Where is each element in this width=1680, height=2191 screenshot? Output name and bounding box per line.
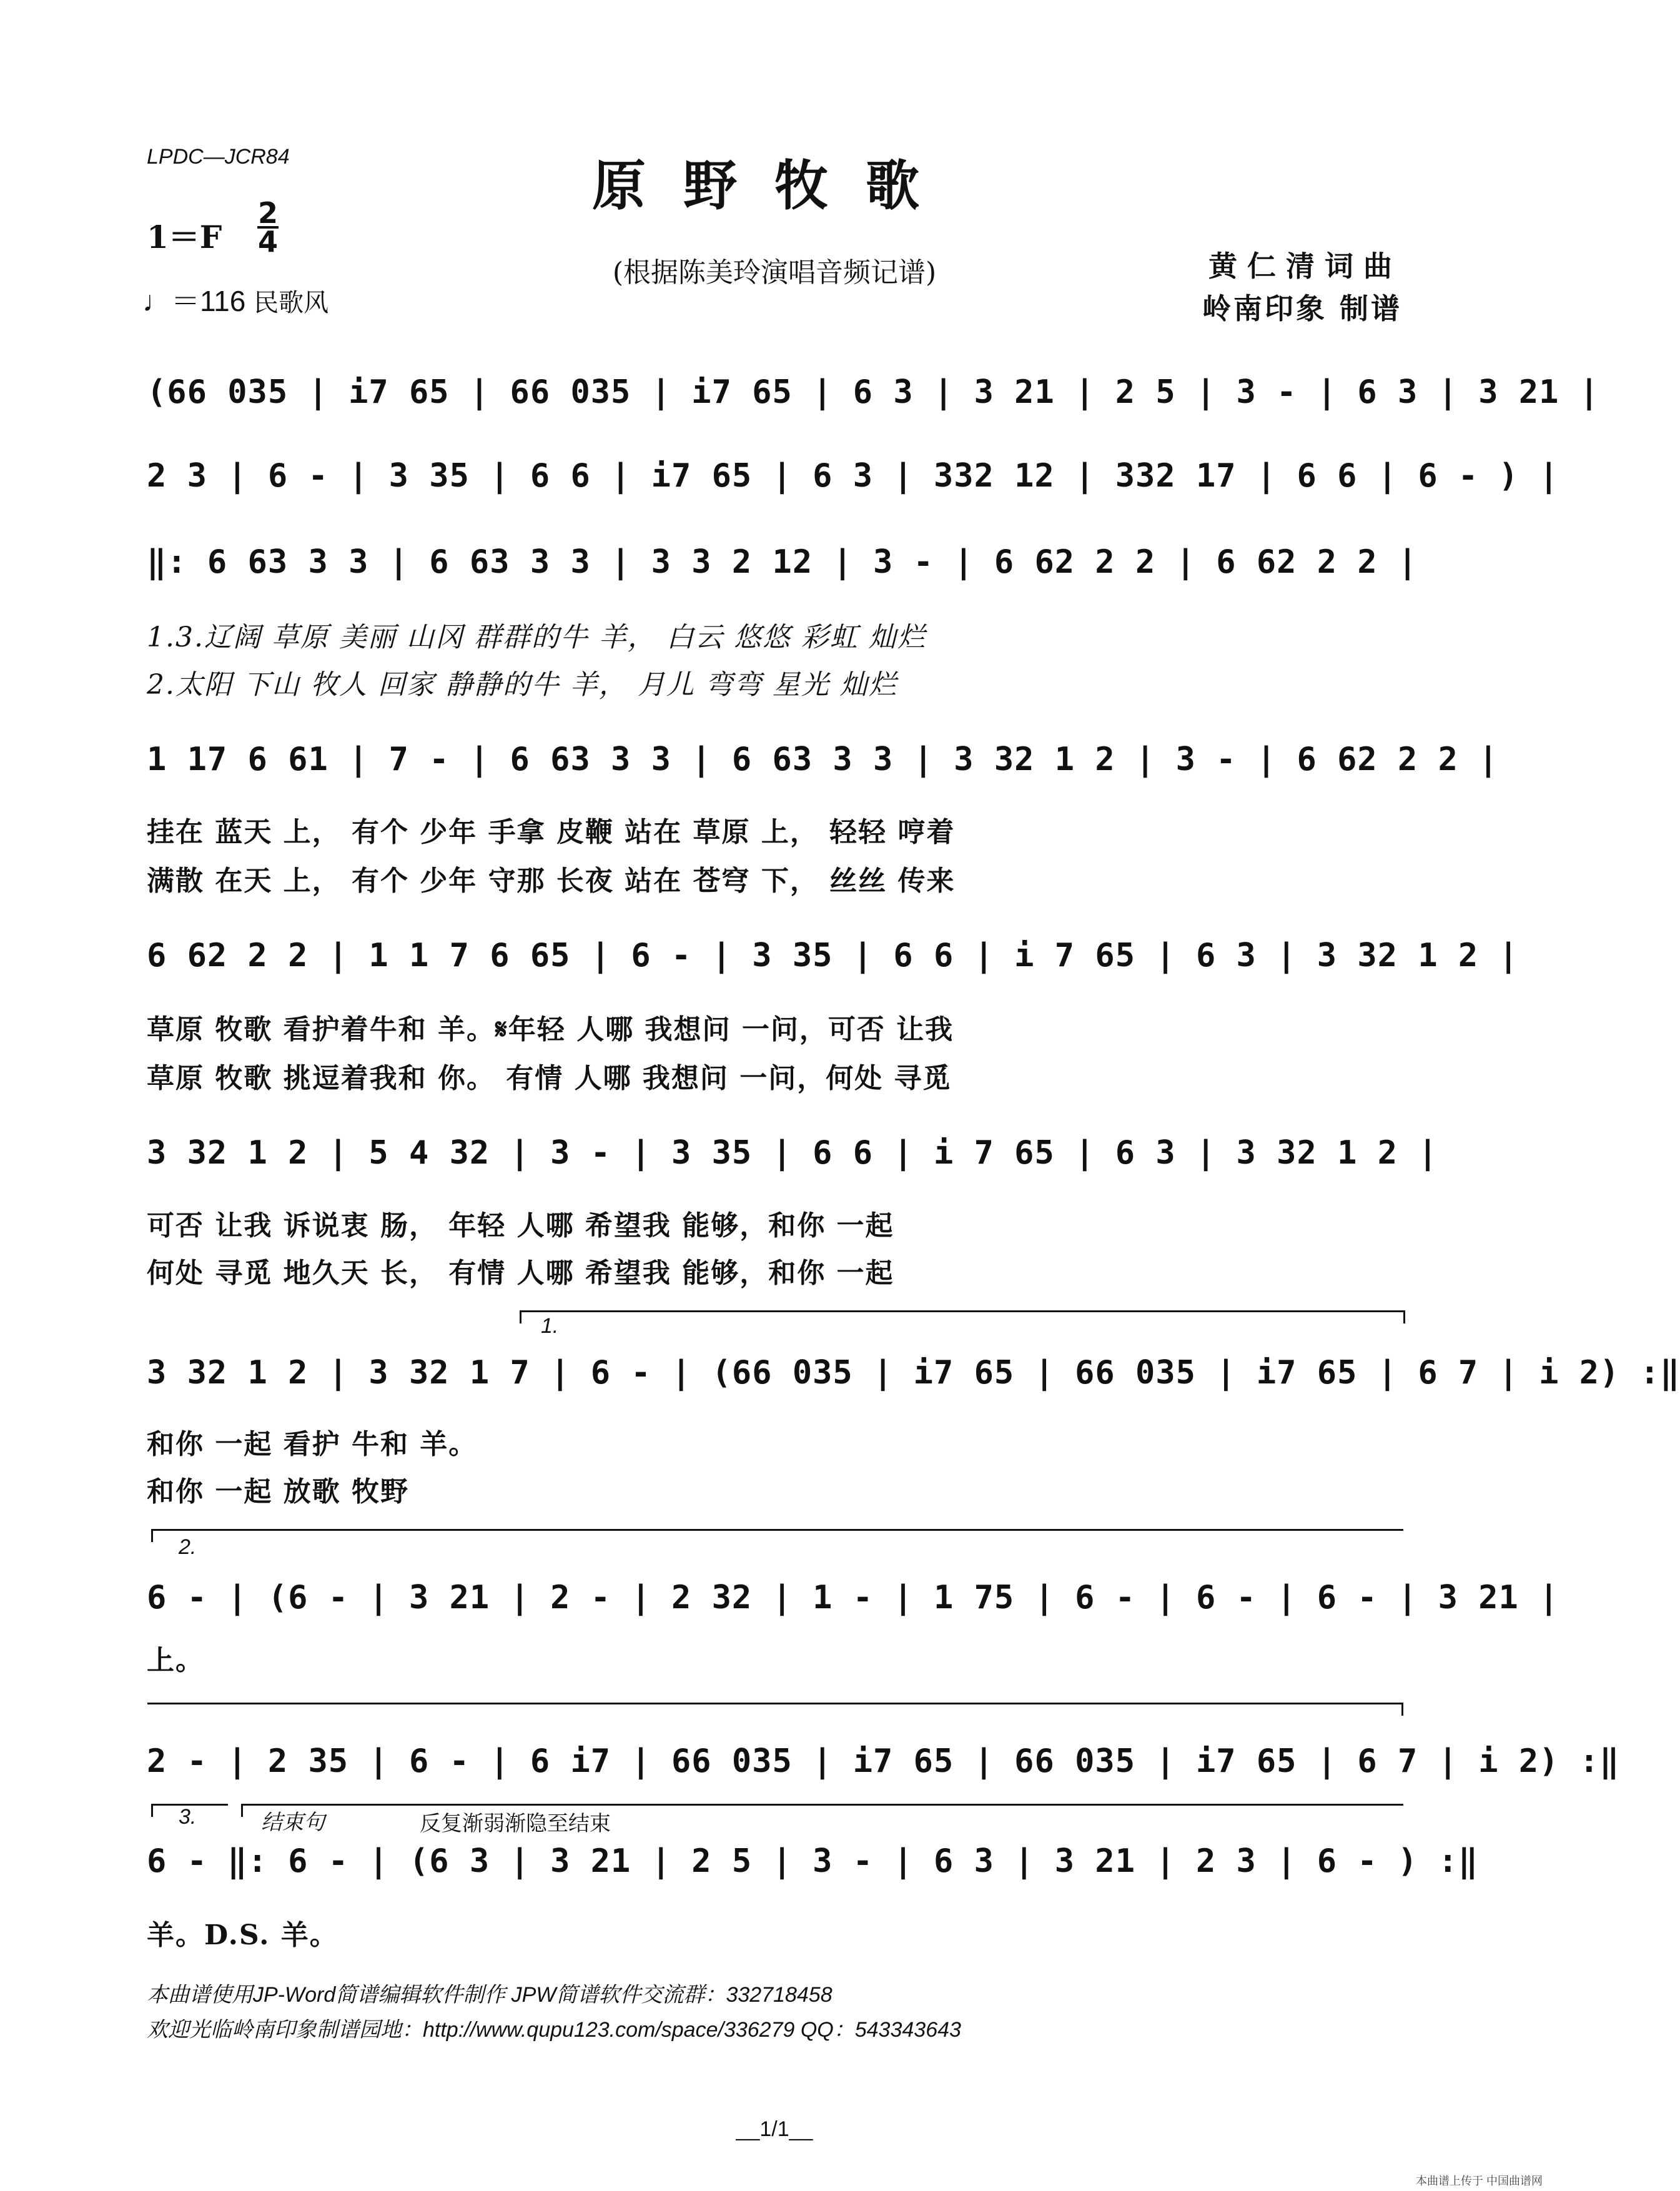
notation-system-1: (66 035 | i7 65 | 66 035 | i7 65 | 6 3 | 3 21 | 2 5 | 3 - | 6 3 | 3 21 | — [147, 373, 1600, 411]
lyrics-system-6-verse-2: 何处 寻觅 地久天 长， 有情 人哪 希望我 能够，和你 一起 — [147, 1257, 894, 1289]
watermark-logo: 本曲谱上传于 中国曲谱网 — [1416, 2175, 1543, 2187]
lyrics-system-3-verse-2: 2.太阳 下山 牧人 回家 静静的牛 羊， 月儿 弯弯 星光 灿烂 — [147, 669, 897, 701]
notation-system-9: 2 - | 2 35 | 6 - | 6 i7 | 66 035 | i7 65 | 66 035 | i7 65 | 6 7 | i 2) :‖ — [147, 1743, 1620, 1780]
tempo-style: 民歌风 — [254, 289, 329, 317]
footer-software-credit: 本曲谱使用JP-Word简谱编辑软件制作 JPW简谱软件交流群：332718458 — [147, 1983, 833, 2007]
volta-label-2: 2. — [179, 1535, 197, 1559]
arranger-credit: 岭南印象 制谱 — [1202, 292, 1402, 325]
tempo-value: ♩＝116 — [142, 285, 246, 317]
song-subtitle: (根据陈美玲演唱音频记谱) — [612, 257, 937, 289]
footer-website-credit: 欢迎光临岭南印象制谱园地：http://www.qupu123.com/space/336279 QQ：543343643 — [147, 2018, 961, 2042]
lyrics-system-8-verse-1: 上。 — [147, 1644, 204, 1676]
volta-bracket-2-continued — [147, 1703, 1403, 1716]
notation-system-3: ‖: 6 63 3 3 | 6 63 3 3 | 3 3 2 12 | 3 - | 6 62 2 2 | 6 62 2 2 | — [147, 543, 1418, 581]
meter-top: 2 — [257, 196, 278, 230]
page-number: __1/1__ — [736, 2117, 813, 2141]
lyrics-system-5-verse-2: 草原 牧歌 挑逗着我和 你。 有情 人哪 我想问 一问，何处 寻觅 — [147, 1062, 952, 1094]
coda-instruction: 反复渐弱渐隐至结束 — [420, 1812, 611, 1836]
notation-system-7: 3 32 1 2 | 3 32 1 7 | 6 - | (66 035 | i7 65 | 66 035 | i7 65 | 6 7 | i 2) :‖ — [147, 1354, 1680, 1392]
lyrics-system-3-verse-1: 1.3.辽阔 草原 美丽 山冈 群群的牛 羊， 白云 悠悠 彩虹 灿烂 — [147, 621, 926, 653]
notation-system-10: 6 - ‖: 6 - | (6 3 | 3 21 | 2 5 | 3 - | 6 3 | 3 21 | 2 3 | 6 - ) :‖ — [147, 1842, 1479, 1880]
notation-system-4: 1 17 6 61 | 7 - | 6 63 3 3 | 6 63 3 3 | 3 32 1 2 | 3 - | 6 62 2 2 | — [147, 741, 1499, 778]
volta-bracket-1 — [520, 1310, 1405, 1323]
coda-label: 结束句 — [261, 1811, 325, 1834]
lyrics-system-4-verse-1: 挂在 蓝天 上， 有个 少年 手拿 皮鞭 站在 草原 上， 轻轻 哼着 — [147, 816, 956, 848]
notation-system-8: 6 - | (6 - | 3 21 | 2 - | 2 32 | 1 - | 1 75 | 6 - | 6 - | 6 - | 3 21 | — [147, 1579, 1559, 1616]
volta-label-3: 3. — [179, 1805, 197, 1829]
notation-system-6: 3 32 1 2 | 5 4 32 | 3 - | 3 35 | 6 6 | i 7 65 | 6 3 | 3 32 1 2 | — [147, 1134, 1438, 1172]
tempo-marking — [142, 279, 329, 320]
coda-bracket — [241, 1804, 1403, 1817]
composer-credit: 黄仁清词曲 — [1208, 249, 1402, 283]
lyrics-system-5-verse-1: 草原 牧歌 看护着牛和 羊。𝄋年轻 人哪 我想问 一问，可否 让我 — [147, 1014, 954, 1046]
lyrics-system-7-verse-2: 和你 一起 放歌 牧野 — [147, 1476, 409, 1508]
volta-bracket-2 — [151, 1529, 1403, 1542]
notation-system-2: 2 3 | 6 - | 3 35 | 6 6 | i7 65 | 6 3 | 332 12 | 332 17 | 6 6 | 6 - ) | — [147, 457, 1559, 495]
key-signature: 1＝F — [147, 219, 222, 255]
volta-label-1: 1. — [541, 1314, 559, 1338]
lyrics-system-4-verse-2: 满散 在天 上， 有个 少年 守那 长夜 站在 苍穹 下， 丝丝 传来 — [147, 865, 956, 897]
score-code: LPDC—JCR84 — [147, 145, 290, 169]
notation-system-5: 6 62 2 2 | 1 1 7 6 65 | 6 - | 3 35 | 6 6 | i 7 65 | 6 3 | 3 32 1 2 | — [147, 937, 1519, 974]
time-signature — [257, 196, 279, 259]
song-title: 原野牧歌 — [592, 154, 957, 217]
meter-bottom: 4 — [257, 225, 278, 259]
lyrics-system-6-verse-1: 可否 让我 诉说衷 肠， 年轻 人哪 希望我 能够，和你 一起 — [147, 1210, 894, 1242]
lyrics-system-7-verse-1: 和你 一起 看护 牛和 羊。 — [147, 1428, 478, 1460]
lyrics-system-10-verse-1: 羊。D.S. 羊。 — [147, 1919, 338, 1951]
